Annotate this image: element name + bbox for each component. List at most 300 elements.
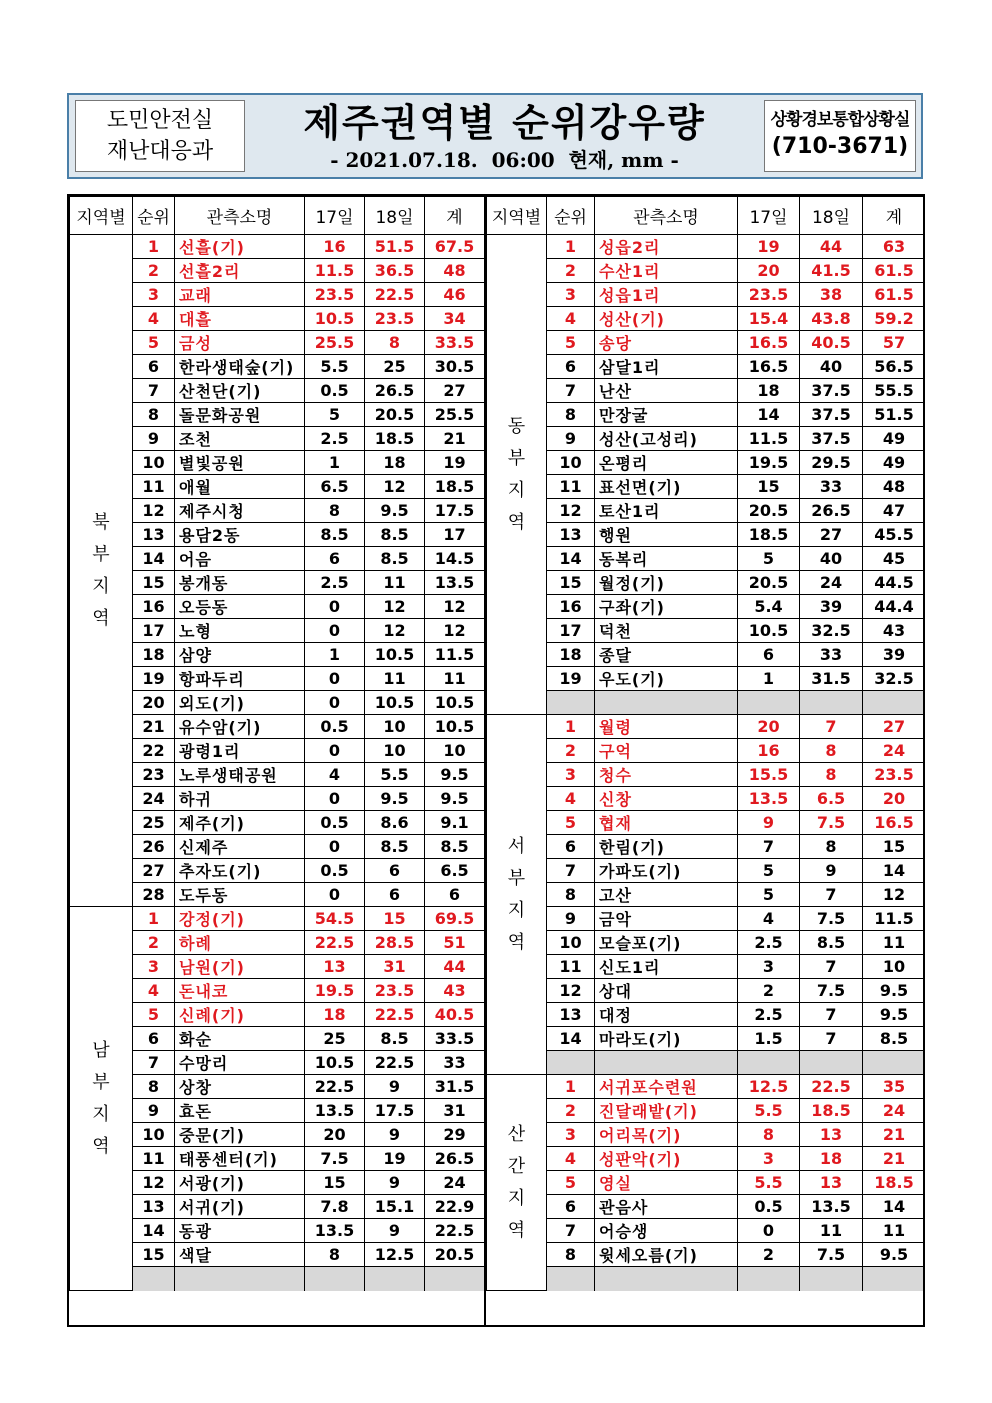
day18-rain-cell: 7 <box>800 715 863 739</box>
table-row <box>70 571 485 595</box>
rank-cell: 9 <box>133 427 175 451</box>
day18-rain-cell: 11 <box>365 667 425 691</box>
day18-rain-cell: 25 <box>365 355 425 379</box>
station-name-cell <box>595 691 738 715</box>
table-row <box>70 931 485 955</box>
day17-rain-cell: 0 <box>305 883 365 907</box>
table-row <box>487 955 926 979</box>
total-rain-cell: 9.5 <box>425 787 485 811</box>
station-name-cell: 월령 <box>595 715 738 739</box>
day18-rain-cell: 26.5 <box>800 499 863 523</box>
table-row <box>70 355 485 379</box>
station-name-cell: 서광(기) <box>175 1171 305 1195</box>
day17-rain-cell: 23.5 <box>738 283 800 307</box>
day17-rain-cell: 13.5 <box>305 1099 365 1123</box>
day18-rain-cell: 37.5 <box>800 379 863 403</box>
station-name-cell: 성읍1리 <box>595 283 738 307</box>
rank-cell <box>547 691 595 715</box>
station-name-cell: 구억 <box>595 739 738 763</box>
total-rain-cell: 22.5 <box>425 1219 485 1243</box>
rank-cell: 19 <box>133 667 175 691</box>
day18-rain-cell: 17.5 <box>365 1099 425 1123</box>
station-name-cell: 월정(기) <box>595 571 738 595</box>
total-rain-cell: 47 <box>863 499 926 523</box>
rank-cell: 1 <box>547 1075 595 1099</box>
region-label-south <box>70 907 133 1291</box>
total-rain-cell: 43 <box>425 979 485 1003</box>
rank-cell: 10 <box>547 451 595 475</box>
station-name-cell: 삼양 <box>175 643 305 667</box>
day18-rain-cell: 11 <box>800 1219 863 1243</box>
day18-rain-cell: 18 <box>365 451 425 475</box>
day17-rain-cell: 5.4 <box>738 595 800 619</box>
day18-rain-cell: 9 <box>365 1171 425 1195</box>
total-rain-cell: 10.5 <box>425 691 485 715</box>
total-rain-cell: 11 <box>863 1219 926 1243</box>
rank-cell: 4 <box>133 307 175 331</box>
day18-rain-cell: 20.5 <box>365 403 425 427</box>
rank-cell: 3 <box>547 283 595 307</box>
rank-cell: 8 <box>133 403 175 427</box>
table-row <box>70 235 485 259</box>
day18-rain-cell: 8.5 <box>365 1027 425 1051</box>
total-rain-cell: 11.5 <box>863 907 926 931</box>
station-name-cell: 삼달1리 <box>595 355 738 379</box>
day18-rain-cell: 12 <box>365 595 425 619</box>
day17-rain-cell: 0 <box>305 739 365 763</box>
day17-rain-cell: 3 <box>738 955 800 979</box>
day17-rain-cell: 13.5 <box>738 787 800 811</box>
rank-cell: 28 <box>133 883 175 907</box>
org-line-2: 재난대응과 <box>106 139 214 164</box>
rank-cell: 15 <box>133 1243 175 1267</box>
report-subtitle: - 2021.07.18. 06:00 현재, mm - <box>330 148 679 172</box>
day18-rain-cell: 32.5 <box>800 619 863 643</box>
table-row <box>487 1027 926 1051</box>
table-row <box>487 1003 926 1027</box>
rank-cell: 25 <box>133 811 175 835</box>
table-row <box>487 1243 926 1267</box>
day17-rain-cell: 25.5 <box>305 331 365 355</box>
day18-rain-cell: 5.5 <box>365 763 425 787</box>
table-row <box>487 1147 926 1171</box>
rank-cell: 18 <box>547 643 595 667</box>
day18-rain-cell: 22.5 <box>365 1003 425 1027</box>
station-name-cell: 만장굴 <box>595 403 738 427</box>
day17-rain-cell: 10.5 <box>305 1051 365 1075</box>
day17-rain-cell: 2.5 <box>305 427 365 451</box>
region-text: 동부지역 <box>507 415 526 533</box>
day17-rain-cell: 0 <box>305 691 365 715</box>
total-rain-cell: 33 <box>425 1051 485 1075</box>
day17-rain-cell: 8 <box>738 1123 800 1147</box>
table-row <box>487 931 926 955</box>
table-row <box>70 691 485 715</box>
rank-cell: 10 <box>133 1123 175 1147</box>
total-rain-cell: 48 <box>863 475 926 499</box>
total-rain-cell: 20 <box>863 787 926 811</box>
station-name-cell: 제주시청 <box>175 499 305 523</box>
right-table-half <box>484 196 925 1325</box>
table-row <box>70 1003 485 1027</box>
station-name-cell: 애월 <box>175 475 305 499</box>
day17-rain-cell: 19.5 <box>305 979 365 1003</box>
table-row <box>70 1171 485 1195</box>
table-row <box>70 1075 485 1099</box>
day17-rain-cell: 20 <box>738 259 800 283</box>
station-name-cell: 하귀 <box>175 787 305 811</box>
day18-rain-cell: 31 <box>365 955 425 979</box>
day17-rain-cell: 10.5 <box>305 307 365 331</box>
rank-cell: 9 <box>547 427 595 451</box>
rank-cell: 14 <box>547 1027 595 1051</box>
day17-rain-cell: 7.8 <box>305 1195 365 1219</box>
day17-rain-cell: 11.5 <box>305 259 365 283</box>
col-day17-header: 17일 <box>738 197 800 235</box>
station-name-cell: 노루생태공원 <box>175 763 305 787</box>
rank-cell: 3 <box>547 763 595 787</box>
total-rain-cell: 61.5 <box>863 259 926 283</box>
day18-rain-cell: 27 <box>800 523 863 547</box>
total-rain-cell: 30.5 <box>425 355 485 379</box>
rank-cell: 4 <box>547 787 595 811</box>
total-rain-cell: 51.5 <box>863 403 926 427</box>
table-row <box>70 955 485 979</box>
report-title: 제주권역별 순위강우량 <box>303 101 706 145</box>
station-name-cell: 강정(기) <box>175 907 305 931</box>
rank-cell: 18 <box>133 643 175 667</box>
table-row <box>70 283 485 307</box>
rank-cell: 6 <box>547 1195 595 1219</box>
total-rain-cell: 11 <box>863 931 926 955</box>
table-row <box>70 379 485 403</box>
day17-rain-cell: 2.5 <box>305 571 365 595</box>
day18-rain-cell: 41.5 <box>800 259 863 283</box>
table-row <box>70 835 485 859</box>
rank-cell <box>547 1051 595 1075</box>
total-rain-cell: 31 <box>425 1099 485 1123</box>
rank-cell: 2 <box>133 259 175 283</box>
day17-rain-cell: 16 <box>305 235 365 259</box>
station-name-cell: 대흘 <box>175 307 305 331</box>
station-name-cell: 성산(고성리) <box>595 427 738 451</box>
contact-box <box>764 100 916 172</box>
rank-cell: 12 <box>133 1171 175 1195</box>
rank-cell: 8 <box>547 883 595 907</box>
col-day18-header: 18일 <box>365 197 425 235</box>
table-row <box>487 1051 926 1075</box>
total-rain-cell: 32.5 <box>863 667 926 691</box>
rank-cell: 4 <box>547 307 595 331</box>
total-rain-cell: 20.5 <box>425 1243 485 1267</box>
table-row <box>70 1267 485 1291</box>
day18-rain-cell: 36.5 <box>365 259 425 283</box>
day17-rain-cell: 16.5 <box>738 355 800 379</box>
table-row <box>70 787 485 811</box>
total-rain-cell: 22.9 <box>425 1195 485 1219</box>
station-name-cell: 오등동 <box>175 595 305 619</box>
rank-cell: 1 <box>547 715 595 739</box>
day18-rain-cell: 40 <box>800 355 863 379</box>
table-row <box>70 259 485 283</box>
station-name-cell: 성산(기) <box>595 307 738 331</box>
day18-rain-cell: 6.5 <box>800 787 863 811</box>
table-row <box>70 643 485 667</box>
total-rain-cell: 19 <box>425 451 485 475</box>
rank-cell: 10 <box>547 931 595 955</box>
rank-cell: 2 <box>547 259 595 283</box>
day18-rain-cell: 7.5 <box>800 907 863 931</box>
rank-cell: 10 <box>133 451 175 475</box>
day17-rain-cell: 6 <box>305 547 365 571</box>
table-row <box>487 859 926 883</box>
day17-rain-cell: 12.5 <box>738 1075 800 1099</box>
rank-cell: 6 <box>547 355 595 379</box>
day17-rain-cell: 0 <box>305 835 365 859</box>
total-rain-cell <box>863 1267 926 1291</box>
day18-rain-cell: 39 <box>800 595 863 619</box>
table-row <box>487 475 926 499</box>
station-name-cell: 금악 <box>595 907 738 931</box>
total-rain-cell <box>863 1051 926 1075</box>
station-name-cell: 신도1리 <box>595 955 738 979</box>
day17-rain-cell: 0.5 <box>738 1195 800 1219</box>
station-name-cell: 봉개동 <box>175 571 305 595</box>
total-rain-cell: 55.5 <box>863 379 926 403</box>
day18-rain-cell: 10 <box>365 739 425 763</box>
total-rain-cell: 59.2 <box>863 307 926 331</box>
table-row <box>487 715 926 739</box>
day17-rain-cell: 15.5 <box>738 763 800 787</box>
station-name-cell: 선흘2리 <box>175 259 305 283</box>
rank-cell: 11 <box>133 1147 175 1171</box>
day18-rain-cell: 13.5 <box>800 1195 863 1219</box>
rank-cell: 13 <box>547 1003 595 1027</box>
day17-rain-cell: 7.5 <box>305 1147 365 1171</box>
rank-cell: 4 <box>133 979 175 1003</box>
table-row <box>70 1123 485 1147</box>
day17-rain-cell: 0.5 <box>305 859 365 883</box>
rank-cell: 24 <box>133 787 175 811</box>
day17-rain-cell: 13.5 <box>305 1219 365 1243</box>
rank-cell: 5 <box>133 1003 175 1027</box>
col-total-header: 계 <box>425 197 485 235</box>
day17-rain-cell: 16.5 <box>738 331 800 355</box>
table-row <box>487 547 926 571</box>
table-row <box>487 427 926 451</box>
rank-cell: 11 <box>133 475 175 499</box>
station-name-cell: 행원 <box>595 523 738 547</box>
rank-cell: 6 <box>547 835 595 859</box>
day18-rain-cell: 44 <box>800 235 863 259</box>
day17-rain-cell: 5 <box>305 403 365 427</box>
total-rain-cell: 25.5 <box>425 403 485 427</box>
table-row <box>487 283 926 307</box>
station-name-cell: 난산 <box>595 379 738 403</box>
day17-rain-cell: 20 <box>738 715 800 739</box>
total-rain-cell: 21 <box>863 1147 926 1171</box>
table-row <box>70 403 485 427</box>
day17-rain-cell: 20.5 <box>738 571 800 595</box>
day18-rain-cell: 12.5 <box>365 1243 425 1267</box>
rank-cell: 19 <box>547 667 595 691</box>
day17-rain-cell: 1 <box>305 643 365 667</box>
table-row <box>487 595 926 619</box>
station-name-cell: 종달 <box>595 643 738 667</box>
station-name-cell: 동복리 <box>595 547 738 571</box>
day17-rain-cell: 19.5 <box>738 451 800 475</box>
day17-rain-cell <box>738 1267 800 1291</box>
rank-cell: 9 <box>133 1099 175 1123</box>
station-name-cell: 온평리 <box>595 451 738 475</box>
rank-cell: 1 <box>133 907 175 931</box>
rank-cell: 11 <box>547 955 595 979</box>
station-name-cell: 송당 <box>595 331 738 355</box>
total-rain-cell: 6.5 <box>425 859 485 883</box>
day18-rain-cell: 10.5 <box>365 643 425 667</box>
station-name-cell: 협재 <box>595 811 738 835</box>
rainfall-table <box>67 194 925 1327</box>
total-rain-cell: 21 <box>863 1123 926 1147</box>
total-rain-cell: 9.5 <box>863 1243 926 1267</box>
total-rain-cell: 12 <box>863 883 926 907</box>
day17-rain-cell: 3 <box>738 1147 800 1171</box>
rank-cell: 8 <box>547 1243 595 1267</box>
col-region-header: 지역별 <box>70 197 133 235</box>
day18-rain-cell: 11 <box>365 571 425 595</box>
day17-rain-cell <box>738 1051 800 1075</box>
table-row <box>487 1267 926 1291</box>
day18-rain-cell: 18 <box>800 1147 863 1171</box>
table-row <box>70 523 485 547</box>
total-rain-cell: 29 <box>425 1123 485 1147</box>
rank-cell: 21 <box>133 715 175 739</box>
station-name-cell: 가파도(기) <box>595 859 738 883</box>
station-name-cell: 성읍2리 <box>595 235 738 259</box>
day18-rain-cell: 12 <box>365 475 425 499</box>
day17-rain-cell: 2 <box>738 979 800 1003</box>
table-row <box>487 259 926 283</box>
station-name-cell <box>595 1267 738 1291</box>
day18-rain-cell: 23.5 <box>365 307 425 331</box>
table-row <box>70 1147 485 1171</box>
station-name-cell: 유수암(기) <box>175 715 305 739</box>
day18-rain-cell: 38 <box>800 283 863 307</box>
rank-cell: 7 <box>133 1051 175 1075</box>
day17-rain-cell: 54.5 <box>305 907 365 931</box>
day17-rain-cell: 2.5 <box>738 931 800 955</box>
day17-rain-cell: 1.5 <box>738 1027 800 1051</box>
day17-rain-cell: 8.5 <box>305 523 365 547</box>
station-name-cell: 조천 <box>175 427 305 451</box>
total-rain-cell: 12 <box>425 595 485 619</box>
org-box <box>75 100 245 172</box>
total-rain-cell: 67.5 <box>425 235 485 259</box>
station-name-cell: 노형 <box>175 619 305 643</box>
col-rank-header: 순위 <box>133 197 175 235</box>
day18-rain-cell: 15 <box>365 907 425 931</box>
table-row <box>70 1051 485 1075</box>
total-rain-cell: 57 <box>863 331 926 355</box>
rank-cell <box>133 1267 175 1291</box>
total-rain-cell: 44.5 <box>863 571 926 595</box>
day17-rain-cell: 9 <box>738 811 800 835</box>
rank-cell: 12 <box>547 499 595 523</box>
day18-rain-cell <box>800 1051 863 1075</box>
station-name-cell: 상창 <box>175 1075 305 1099</box>
table-row <box>487 499 926 523</box>
contact-line-2: (710-3671) <box>771 134 909 159</box>
total-rain-cell: 31.5 <box>425 1075 485 1099</box>
rank-cell: 3 <box>133 955 175 979</box>
station-name-cell: 윗세오름(기) <box>595 1243 738 1267</box>
total-rain-cell: 46 <box>425 283 485 307</box>
total-rain-cell: 14 <box>863 859 926 883</box>
station-name-cell: 수망리 <box>175 1051 305 1075</box>
day17-rain-cell: 0 <box>305 787 365 811</box>
day17-rain-cell: 5 <box>738 547 800 571</box>
day18-rain-cell: 18.5 <box>365 427 425 451</box>
station-name-cell: 수산1리 <box>595 259 738 283</box>
day18-rain-cell: 8 <box>800 739 863 763</box>
total-rain-cell <box>425 1267 485 1291</box>
day18-rain-cell: 29.5 <box>800 451 863 475</box>
rank-cell: 5 <box>133 331 175 355</box>
station-name-cell: 진달래밭(기) <box>595 1099 738 1123</box>
day17-rain-cell: 8 <box>305 499 365 523</box>
total-rain-cell: 18.5 <box>863 1171 926 1195</box>
day17-rain-cell: 15.4 <box>738 307 800 331</box>
day18-rain-cell: 8.5 <box>800 931 863 955</box>
day18-rain-cell: 37.5 <box>800 403 863 427</box>
table-row <box>70 307 485 331</box>
day17-rain-cell: 2 <box>738 1243 800 1267</box>
day18-rain-cell: 7 <box>800 1027 863 1051</box>
col-total-header: 계 <box>863 197 926 235</box>
total-rain-cell: 11.5 <box>425 643 485 667</box>
right-table <box>486 196 925 1291</box>
rank-cell: 12 <box>547 979 595 1003</box>
table-row <box>487 643 926 667</box>
station-name-cell: 신제주 <box>175 835 305 859</box>
day18-rain-cell: 8.5 <box>365 523 425 547</box>
station-name-cell: 금성 <box>175 331 305 355</box>
day18-rain-cell: 7 <box>800 955 863 979</box>
day18-rain-cell: 23.5 <box>365 979 425 1003</box>
rank-cell: 13 <box>133 1195 175 1219</box>
rank-cell: 13 <box>133 523 175 547</box>
rank-cell: 9 <box>547 907 595 931</box>
station-name-cell: 한림(기) <box>595 835 738 859</box>
station-name-cell: 돈내코 <box>175 979 305 1003</box>
total-rain-cell: 33.5 <box>425 1027 485 1051</box>
day17-rain-cell: 10.5 <box>738 619 800 643</box>
total-rain-cell: 51 <box>425 931 485 955</box>
day17-rain-cell: 8 <box>305 1243 365 1267</box>
left-table <box>69 196 485 1291</box>
day18-rain-cell: 13 <box>800 1171 863 1195</box>
day17-rain-cell: 6.5 <box>305 475 365 499</box>
rank-cell: 14 <box>133 1219 175 1243</box>
table-row <box>70 619 485 643</box>
day18-rain-cell: 8.6 <box>365 811 425 835</box>
rank-cell: 7 <box>547 1219 595 1243</box>
day17-rain-cell: 0.5 <box>305 811 365 835</box>
station-name-cell: 관음사 <box>595 1195 738 1219</box>
total-rain-cell: 27 <box>863 715 926 739</box>
rank-cell: 6 <box>133 1027 175 1051</box>
total-rain-cell: 9.5 <box>863 1003 926 1027</box>
